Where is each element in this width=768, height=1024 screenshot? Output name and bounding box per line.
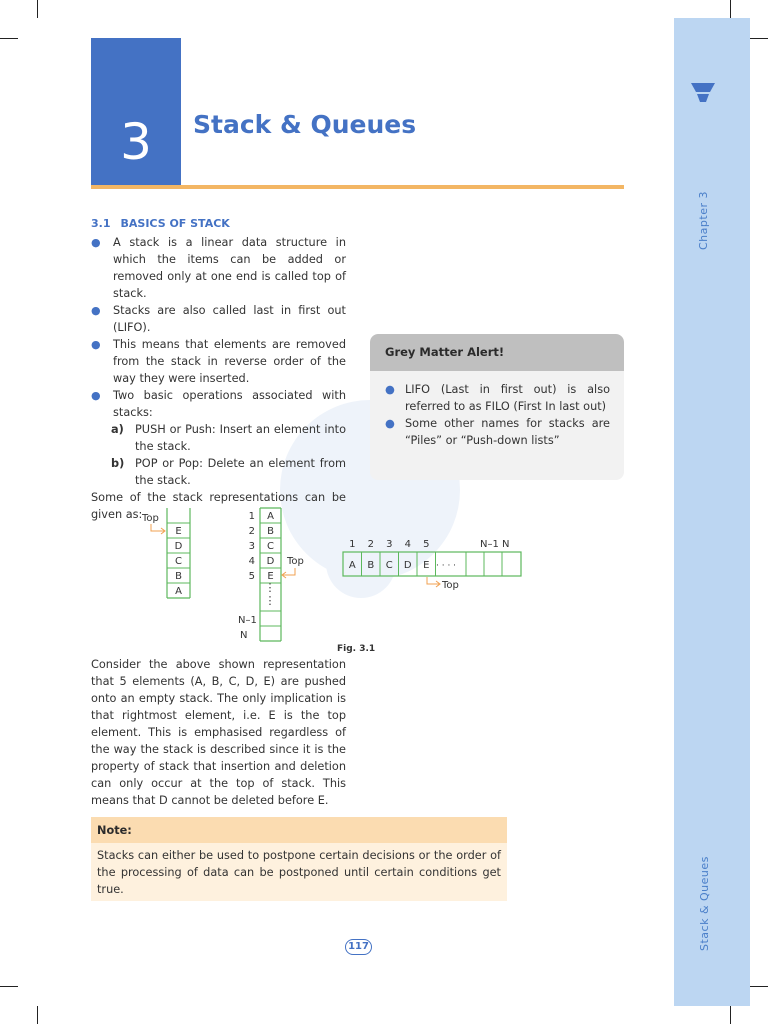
top-arrow-icon xyxy=(283,568,295,575)
array-representation xyxy=(343,539,521,591)
bullet-icon: ● xyxy=(385,383,395,396)
continuation-dots: ⋮ xyxy=(264,594,276,607)
index-label: 5 xyxy=(248,571,255,582)
list-item: ● Stacks are also called last in first out (LIFO). xyxy=(91,304,346,334)
sub-list-item: b) POP or Pop: Delete an element from the stack. xyxy=(111,457,346,487)
array-element: E xyxy=(423,560,430,571)
bullet-icon: ● xyxy=(91,304,101,317)
array-element: D xyxy=(403,560,412,571)
publisher-logo-icon xyxy=(690,82,716,104)
section-title: BASICS OF STACK xyxy=(120,217,230,230)
crop-mark xyxy=(730,1006,731,1024)
crop-mark xyxy=(37,0,38,18)
continuation-dots: ⋮ xyxy=(264,581,276,594)
stack-representation-1 xyxy=(141,508,190,598)
bullet-icon: ● xyxy=(91,236,101,249)
crop-mark xyxy=(750,38,768,39)
index-label: 5 xyxy=(423,539,430,550)
stack-element: E xyxy=(267,571,274,582)
figure-caption: Fig. 3.1 xyxy=(337,644,376,654)
note-title: Note: xyxy=(91,817,507,843)
top-label: Top xyxy=(142,513,159,524)
body-paragraph: Consider the above shown representation that 5 elements (A, B, C, D, E) are pushed onto an empty stack. The only implication is that rightmost element, i.e. E is the top element. This is emphasised regardless of the way the stack is described since it is the property of stack that insertion and deletion can only occur at the top of stack. This means that D cannot be deleted before E. xyxy=(91,658,346,807)
stack-representation-2 xyxy=(238,508,304,641)
crop-mark xyxy=(37,1006,38,1024)
crop-mark xyxy=(750,986,768,987)
index-label: 4 xyxy=(404,539,411,550)
alert-title: Grey Matter Alert! xyxy=(370,334,624,371)
title-rule xyxy=(91,185,624,189)
alert-list xyxy=(370,371,624,449)
stack-element: A xyxy=(175,586,182,597)
section-heading xyxy=(91,217,230,230)
index-label: 2 xyxy=(367,539,374,550)
top-label: Top xyxy=(442,580,459,591)
stack-element: C xyxy=(267,541,274,552)
side-band xyxy=(674,18,750,1006)
crop-mark xyxy=(0,986,18,987)
array-element: A xyxy=(348,560,356,571)
chapter-number: 3 xyxy=(120,113,152,171)
index-label: N–1 xyxy=(238,615,257,626)
note-box xyxy=(91,817,507,901)
continuation-dots: · · · · xyxy=(436,561,457,571)
index-label: 2 xyxy=(248,526,255,537)
list-item: ● LIFO (Last in first out) is also referred to as FILO (First In last out) xyxy=(385,383,610,413)
intro-text: Some of the stack representations can be given as: xyxy=(91,491,346,521)
array-element: C xyxy=(385,560,393,571)
stack-element: E xyxy=(175,526,182,537)
stack-figure xyxy=(130,505,530,650)
sidebar-chapter-label: Chapter 3 xyxy=(697,191,710,250)
stack-element: A xyxy=(267,511,274,522)
stack-element: D xyxy=(266,556,275,567)
chapter-title: Stack & Queues xyxy=(193,110,417,139)
bullet-icon: ● xyxy=(91,389,101,402)
top-arrow-icon xyxy=(427,577,439,584)
bullet-icon: ● xyxy=(385,417,395,430)
crop-mark xyxy=(0,38,18,39)
note-text: Stacks can either be used to postpone certain decisions or the order of the processing of data can be postponed until certain conditions get true. xyxy=(91,843,507,901)
index-label: N–1 N xyxy=(480,539,510,550)
top-label: Top xyxy=(287,556,304,567)
index-label: 3 xyxy=(386,539,393,550)
stack-element: C xyxy=(175,556,182,567)
sidebar-title-label: Stack & Queues xyxy=(698,856,711,951)
index-label: N xyxy=(240,630,248,641)
bullet-list xyxy=(91,234,346,523)
index-label: 1 xyxy=(349,539,356,550)
stack-element: B xyxy=(267,526,274,537)
stack-diagram xyxy=(130,505,530,650)
crop-mark xyxy=(730,0,731,18)
stack-element: D xyxy=(174,541,183,552)
stack-element: B xyxy=(175,571,182,582)
grey-matter-alert xyxy=(370,334,624,480)
index-label: 4 xyxy=(248,556,255,567)
index-label: 1 xyxy=(248,511,255,522)
list-item: ● Some other names for stacks are “Piles” or “Push-down lists” xyxy=(385,417,610,447)
index-label: 3 xyxy=(248,541,255,552)
sub-list-item: a) PUSH or Push: Insert an element into the stack. xyxy=(111,423,346,453)
section-number: 3.1 xyxy=(91,217,111,230)
bullet-icon: ● xyxy=(91,338,101,351)
array-element: B xyxy=(367,560,375,571)
list-item: ● Two basic operations associated with stacks: xyxy=(91,389,346,419)
list-item: ● This means that elements are removed from the stack in reverse order of the way they were inserted. xyxy=(91,338,346,385)
list-item: ● A stack is a linear data structure in which the items can be added or removed only at one end is called top of stack. xyxy=(91,236,346,300)
top-arrow-icon xyxy=(151,524,164,531)
page-number: 117 xyxy=(345,939,372,955)
